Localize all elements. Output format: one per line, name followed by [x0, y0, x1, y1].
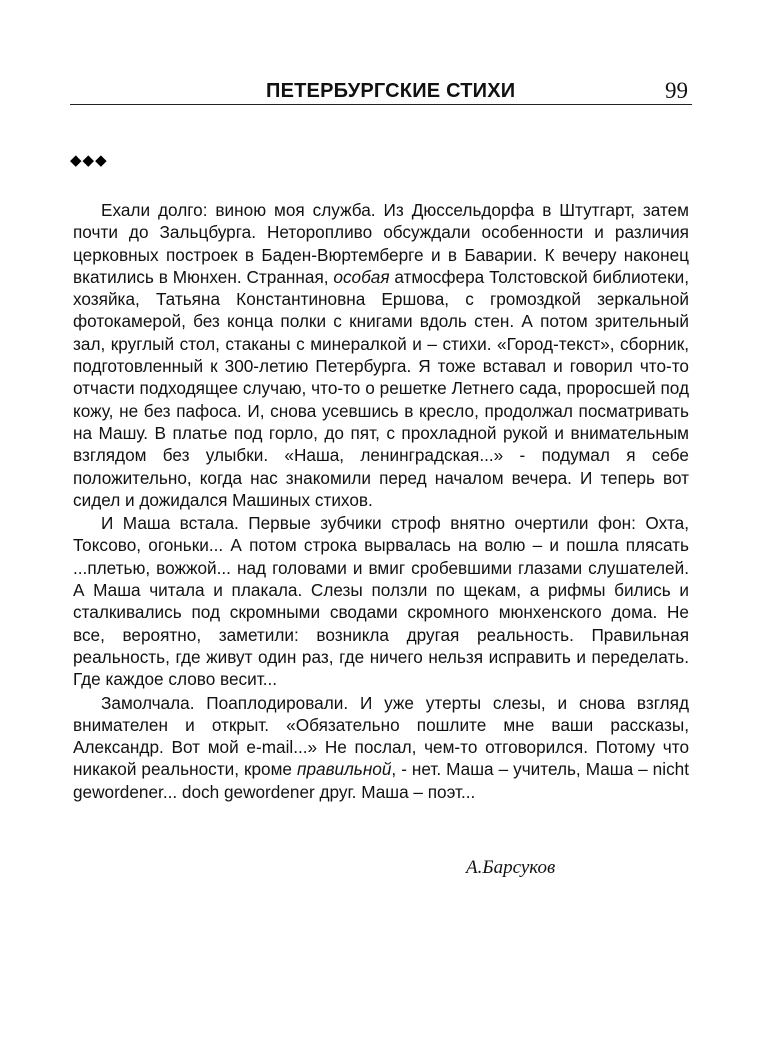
paragraph-3: [73, 692, 689, 803]
page-number: 99: [665, 78, 688, 103]
paragraph-2-text: И Маша встала. Первые зубчики строф внятно очертили фон: Охта, Токсово, огоньки... А потом строка вырвалась на волю – и пошла плясать ...плетью, вожжой... над головами и вмиг сробевшими глазами слушателей. А Маша читала и плакала. Слезы ползли по щекам, а рифмы бились и сталкивались под скромными сводами скромного мюнхенского дома. Не все, вероятно, заметили: возникла другая реальность. Правильная реальность, где живут один раз, где ничего нельзя исправить и переделать. Где каждое слово весит...: [73, 513, 689, 690]
running-head: [70, 76, 692, 105]
paragraph-1-text-a: Ехали долго: виною моя служба. Из Дюссельдорфа в Штутгарт, затем почти до Зальцбурга. Неторопливо обсуждали особенности и различия церковных построек в Баден-Вюртемберге и в Баварии. К вечеру наконец вкатились в Мюнхен. Странная,: [73, 200, 689, 287]
paragraph-1-italic-word: особая: [333, 266, 390, 287]
paragraph-3-text-b: , - нет. Маша – учитель, Маша – nicht gewordener... doch gewordener друг. Маша – поэт...: [73, 759, 689, 802]
paragraph-3-text-a: Замолчала. Поаплодировали. И уже утерты слезы, и снова взгляд внимателен и открыт. «Обязательно пошлите мне ваши рассказы, Александр. Вот мой e-mail...» Не послал, чем-то отговорился. Потому что никакой реальности, кроме: [73, 692, 689, 780]
ornament-diamonds: ◆◆◆: [70, 151, 108, 169]
paragraph-1-text-b: атмосфера Толстовской библиотеки, хозяйка, Татьяна Константиновна Ершова, с громоздкой зеркальной фотокамерой, без конца полки с книгами вдоль стен. А потом зрительный зал, круглый стол, стаканы с минералкой и – стихи. «Город-текст», сборник, подготовленный к 300-летию Петербурга. Я тоже вставал и говорил что-то отчасти подходящее случаю, что-то о решетке Летнего сада, проросшей под кожу, не без пафоса. И, снова усевшись в кресло, продолжал посматривать на Машу. В платье под горло, до пят, с прохладной рукой и внимательным взглядом без улыбки. «Наша, ленинградская...» - подумал я себе положительно, когда нас знакомили перед началом вечера. И теперь вот сидел и дожидался Машиных стихов.: [73, 266, 689, 510]
running-title: ПЕТЕРБУРГСКИЕ СТИХИ: [266, 80, 516, 102]
paragraph-2: [73, 512, 689, 690]
essay-body: [73, 199, 689, 803]
book-page: [70, 76, 692, 878]
author-signature: А.Барсуков: [466, 857, 556, 878]
paragraph-1: [73, 199, 689, 511]
paragraph-3-italic-word: правильной: [297, 759, 392, 780]
